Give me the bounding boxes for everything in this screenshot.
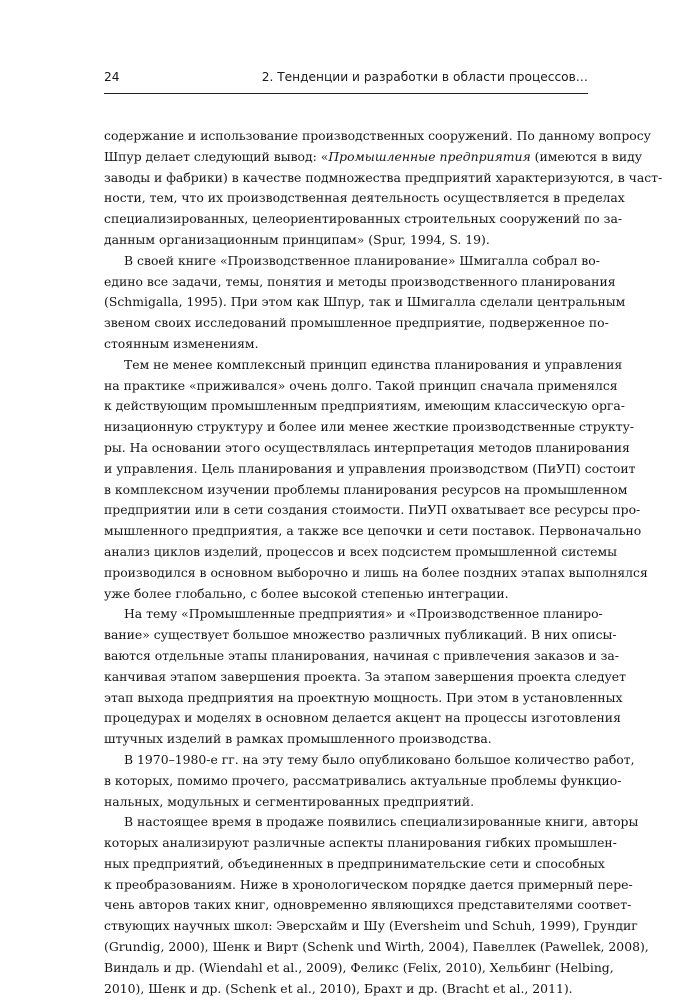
text-run: уже более глобально, с более высокой степенью интеграции.: [104, 585, 509, 601]
text-line: [104, 542, 618, 563]
text-run: стоянным изменениям.: [104, 335, 259, 351]
text-run: ры. На основании этого осуществлялась интерпретация методов планирования: [104, 439, 630, 455]
text-line: [104, 667, 626, 688]
page-number: 24: [104, 70, 120, 84]
text-line: [104, 126, 651, 147]
text-run: которых анализируют различные аспекты планирования гибких промышлен-: [104, 835, 617, 851]
text-run: специализированных, целеориентированных строительных сооружений по за-: [104, 211, 623, 227]
text-run: на практике «приживался» очень долго. Такой принцип сначала применялся: [104, 377, 618, 393]
text-run: Тем не менее комплексный принцип единства планирования и управления: [124, 356, 623, 372]
text-run: предприятии или в сети создания стоимости. ПиУП охватывает все ресурсы про-: [104, 502, 641, 518]
text-line: [104, 979, 588, 1000]
text-line: [104, 895, 632, 916]
text-line: [104, 147, 643, 168]
text-run: вание» существует большое множество различных публикаций. В них описы-: [104, 627, 617, 643]
text-line: [104, 521, 642, 542]
text-line: [104, 230, 588, 251]
text-run: В своей книге «Производственное планирование» Шмигалла собрал во-: [124, 252, 600, 268]
text-run: В 1970–1980-е гг. на эту тему было опубликовано большое количество работ,: [124, 751, 635, 767]
text-line: [104, 584, 588, 605]
text-run: (Grundig, 2000), Шенк и Вирт (Schenk und Wirth, 2004), Павеллек (Pawellek, 2008),: [104, 939, 649, 955]
text-line: [104, 729, 588, 750]
text-line: [104, 209, 623, 230]
paragraph-first-line: [104, 812, 639, 833]
text-line: [104, 188, 625, 209]
text-run: едино все задачи, темы, понятия и методы производственного планирования: [104, 273, 616, 289]
page-header: [104, 70, 588, 92]
text-line: [104, 937, 649, 958]
text-line: [104, 875, 633, 896]
text-run: звеном своих исследований промышленное предприятие, подверженное по-: [104, 315, 609, 331]
text-line: [104, 708, 621, 729]
text-line: [104, 376, 618, 397]
paragraph-first-line: [104, 355, 623, 376]
text-run: этап выхода предприятия на проектную мощность. При этом в установленных: [104, 689, 623, 705]
text-run: процедурах и моделях в основном делается акцент на процессы изготовления: [104, 710, 621, 726]
text-run: (Schmigalla, 1995). При этом как Шпур, так и Шмигалла сделали центральным: [104, 294, 626, 310]
text-line: [104, 396, 625, 417]
text-line: [104, 625, 617, 646]
running-title: 2. Тенденции и разработки в области процессов…: [261, 70, 588, 84]
text-run: штучных изделий в рамках промышленного производства.: [104, 731, 492, 747]
text-line: [104, 688, 623, 709]
text-line: [104, 500, 641, 521]
text-run: в комплексном изучении проблемы планирования ресурсов на промышленном: [104, 481, 628, 497]
text-run: анализ циклов изделий, процессов и всех подсистем промышленной системы: [104, 543, 618, 559]
text-line: [104, 563, 648, 584]
text-line: [104, 459, 636, 480]
text-run: данным организационным принципам» (Spur, 1994, S. 19).: [104, 231, 490, 247]
text-line: [104, 646, 619, 667]
text-line: [104, 313, 609, 334]
text-line: [104, 168, 663, 189]
text-run: производился в основном выборочно и лишь на более поздних этапах выполнялся: [104, 564, 648, 580]
text-run: чень авторов таких книг, одновременно являющихся представителями соответ-: [104, 897, 632, 913]
text-run: к преобразованиям. Ниже в хронологическом порядке дается примерный пере-: [104, 876, 633, 892]
paragraph-first-line: [104, 750, 635, 771]
text-line: [104, 792, 588, 813]
text-run: На тему «Промышленные предприятия» и «Производственное планиро-: [124, 606, 603, 622]
italic-term: Промышленные предприятия: [328, 148, 531, 164]
text-run: В настоящее время в продаже появились специализированные книги, авторы: [124, 814, 639, 830]
text-run: Шпур делает следующий вывод: «: [104, 148, 329, 164]
text-line: [104, 480, 628, 501]
text-run: Виндаль и др. (Wiendahl et al., 2009), Феликс (Felix, 2010), Хельбинг (Helbing,: [104, 959, 614, 975]
text-line: [104, 854, 605, 875]
text-line: [104, 438, 630, 459]
text-run: и управления. Цель планирования и управления производством (ПиУП) состоит: [104, 460, 636, 476]
text-run: нальных, модульных и сегментированных предприятий.: [104, 793, 475, 809]
text-run: ваются отдельные этапы планирования, начиная с привлечения заказов и за-: [104, 647, 619, 663]
text-run: содержание и использование производственных сооружений. По данному вопросу: [104, 128, 651, 143]
text-run: к действующим промышленным предприятиям, имеющим классическую орга-: [104, 398, 625, 414]
text-run: низационную структуру и более или менее жесткие производственные структу-: [104, 419, 635, 435]
text-line: [104, 417, 635, 438]
text-line: [104, 292, 626, 313]
text-line: [104, 771, 622, 792]
text-line: [104, 916, 638, 937]
text-run: ных предприятий, объединенных в предпринимательские сети и способных: [104, 855, 605, 871]
text-line: [104, 272, 616, 293]
text-run: 2010), Шенк и др. (Schenk et al., 2010), Брахт и др. (Bracht et al., 2011).: [104, 980, 573, 996]
text-run: мышленного предприятия, а также все цепочки и сети поставок. Первоначально: [104, 523, 642, 539]
text-line: [104, 833, 617, 854]
text-run: заводы и фабрики) в качестве подмножества предприятий характеризуются, в част-: [104, 169, 663, 185]
paragraph-first-line: [104, 604, 603, 625]
text-line: [104, 958, 614, 979]
text-run: (имеются в виду: [530, 148, 643, 164]
text-run: канчивая этапом завершения проекта. За этапом завершения проекта следует: [104, 668, 626, 684]
text-line: [104, 334, 588, 355]
paragraph-first-line: [104, 251, 600, 272]
text-run: ности, тем, что их производственная деятельность осуществляется в пределах: [104, 190, 625, 206]
text-run: ствующих научных школ: Эверсхайм и Шу (Eversheim und Schuh, 1999), Грундиг: [104, 918, 638, 934]
text-run: в которых, помимо прочего, рассматривались актуальные проблемы функцио-: [104, 772, 622, 788]
body-text: [104, 126, 663, 999]
header-divider: [104, 93, 588, 94]
